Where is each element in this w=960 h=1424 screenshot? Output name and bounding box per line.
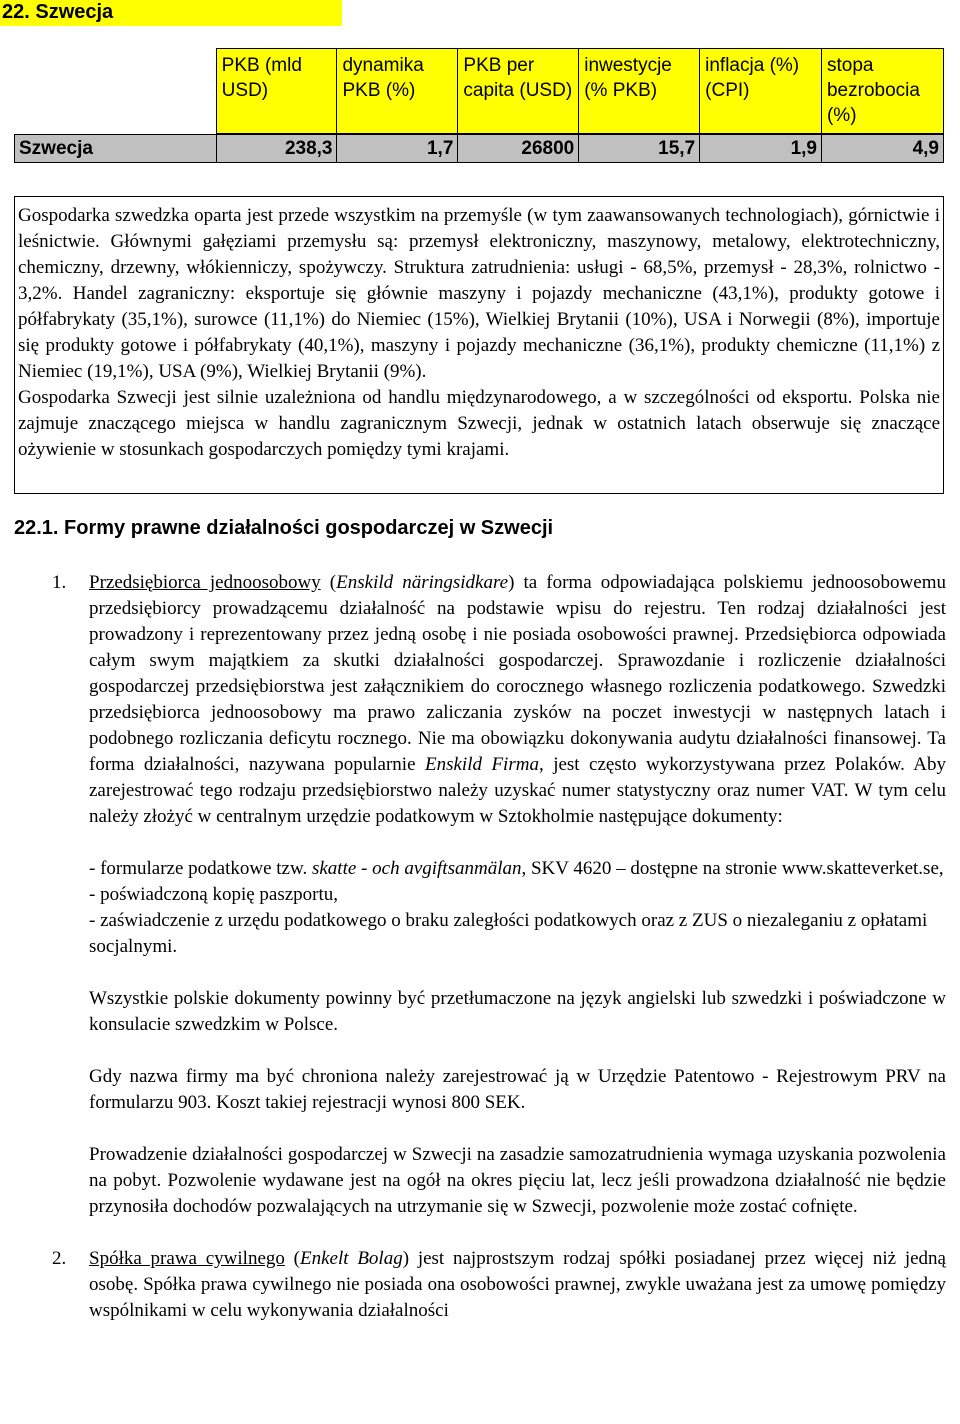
- permit-paragraph: Prowadzenie działalności gospodarczej w Szwecji na zasadzie samozatrudnienia wymaga uzyskania pozwolenia na pobyt. Pozwolenie wydawane jest na ogół na okres pięciu lat, lecz jeśli prowadzona działalność nie będzie przynosiła dochodów pozwalających na utrzymanie się w Szwecji, pozwolenie może zostać cofnięte.: [89, 1144, 946, 1217]
- item-number: 1.: [52, 572, 67, 593]
- list-item: [14, 1246, 946, 1324]
- document-requirement: - zaświadczenie z urzędu podatkowego o braku zaległości podatkowych oraz z ZUS o niezaleganiu z opłatami socjalnymi.: [89, 910, 928, 957]
- value-cell: 26800: [458, 135, 579, 163]
- country-cell: Szwecja: [15, 135, 217, 163]
- table-row: [15, 135, 944, 163]
- item-number: 2.: [52, 1248, 67, 1269]
- item-term: Przedsiębiorca jednoosobowy: [89, 572, 321, 593]
- trade-paragraph: Gospodarka Szwecji jest silnie uzależniona od handlu międzynarodowego, a w szczególności od eksportu. Polska nie zajmuje znaczącego miejsca w handlu zagranicznym Szwecji, jednak w ostatnich latach obserwuje się znaczące ożywienie w stosunkach gospodarczych pomiędzy tymi krajami.: [18, 387, 940, 460]
- value-cell: 1,7: [337, 135, 458, 163]
- patent-paragraph: Gdy nazwa firmy ma być chroniona należy zarejestrować ją w Urzędzie Patentowo - Rejestrowym PRV na formularzu 903. Koszt takiej rejestracji wynosi 800 SEK.: [89, 1066, 946, 1113]
- table-header-row: [15, 49, 944, 134]
- item-term: Spółka prawa cywilnego: [89, 1248, 285, 1269]
- header-cell: stopa bezrobocia (%): [821, 49, 943, 134]
- item-term-swedish: Enskild näringsidkare: [336, 572, 509, 593]
- subsection-title: 22.1. Formy prawne działalności gospodarczej w Szwecji: [14, 517, 554, 539]
- value-cell: 238,3: [216, 135, 337, 163]
- document-requirement: - formularze podatkowe tzw. skatte - och avgiftsanmälan, SKV 4620 – dostępne na stronie www.skatteverket.se,: [89, 858, 944, 879]
- header-cell: dynamika PKB (%): [337, 49, 458, 134]
- header-cell: PKB (mld USD): [216, 49, 337, 134]
- economy-summary-box: [14, 196, 944, 494]
- item-term-swedish: Enkelt Bolag: [300, 1248, 403, 1269]
- section-title: 22. Szwecja: [0, 0, 342, 26]
- document-requirement: - poświadczoną kopię paszportu,: [89, 884, 339, 905]
- table-corner-cell: [15, 49, 217, 134]
- form-name: skatte - och avgiftsanmälan: [311, 858, 522, 879]
- economy-paragraph: Gospodarka szwedzka oparta jest przede wszystkim na przemyśle (w tym zaawansowanych technologiach), górnictwie i leśnictwie. Głównymi gałęziami przemysłu są: przemysł elektroniczny, maszynowy, metalowy, elektrotechniczny, chemiczny, drzewny, włókienniczy, spożywczy. Struktura zatrudnienia: usługi - 68,5%, przemysł - 28,3%, rolnictwo - 3,2%. Handel zagraniczny: eksportuje się głównie maszyny i pojazdy mechaniczne (43,1%), produkty gotowe i półfabrykaty (35,1%), surowce (11,1%) do Niemiec (15%), Wielkiej Brytanii (10%), USA i Norwegii (8%), importuje się produkty gotowe i półfabrykaty (40,1%), maszyny i pojazdy mechaniczne (36,1%), produkty chemiczne (11,1%) z Niemiec (19,1%), USA (9%), Wielkiej Brytanii (9%).: [18, 205, 940, 382]
- header-cell: inflacja (%) (CPI): [700, 49, 822, 134]
- value-cell: 15,7: [579, 135, 700, 163]
- item-paragraph: Spółka prawa cywilnego (Enkelt Bolag) jest najprostszym rodzaj spółki posiadanej przez więcej niż jedną osobę. Spółka prawa cywilnego nie posiada ona osobowości prawnej, zwykle uważana jest za umowę pomiędzy wspólnikami w celu wykonywania działalności: [89, 1248, 946, 1321]
- legal-forms-list: [14, 570, 946, 1324]
- item-paragraph: Przedsiębiorca jednoosobowy (Enskild näringsidkare) ta forma odpowiadająca polskiemu jednoosobowemu przedsiębiorcy prowadzącemu działalność na podstawie wpisu do rejestru. Ten rodzaj działalności jest prowadzony i reprezentowany przez jedną osobę i nie posiada osobowości prawnej. Przedsiębiorca odpowiada całym swym majątkiem za skutki działalności gospodarczej. Sprawozdanie i rozliczenie działalności gospodarczej przedsiębiorstwa jest załącznikiem do corocznego własnego rozliczenia podatkowego. Szwedzki przedsiębiorca jednoosobowy ma prawo zaliczania zysków na poczet inwestycji w następnych latach i podobnego rozliczania deficytu rocznego. Nie ma obowiązku dokonywania audytu działalności finansowej. Ta forma działalności, nazywana popularnie Enskild Firma, jest często wykorzystywana przez Polaków. Aby zarejestrować tego rodzaju przedsiębiorstwo należy uzyskać numer statystyczny oraz numer VAT. W tym celu należy złożyć w centralnym urzędzie podatkowym w Sztokholmie następujące dokumenty:: [89, 572, 947, 827]
- translation-paragraph: Wszystkie polskie dokumenty powinny być przetłumaczone na język angielski lub szwedzki i poświadczone w konsulacie szwedzkim w Polsce.: [89, 988, 946, 1035]
- economic-indicators-table: [14, 48, 944, 163]
- header-cell: inwestycje (% PKB): [579, 49, 700, 134]
- popular-name: Enskild Firma: [424, 754, 539, 775]
- value-cell: 4,9: [821, 135, 943, 163]
- value-cell: 1,9: [700, 135, 822, 163]
- header-cell: PKB per capita (USD): [458, 49, 579, 134]
- list-item: [14, 570, 946, 1220]
